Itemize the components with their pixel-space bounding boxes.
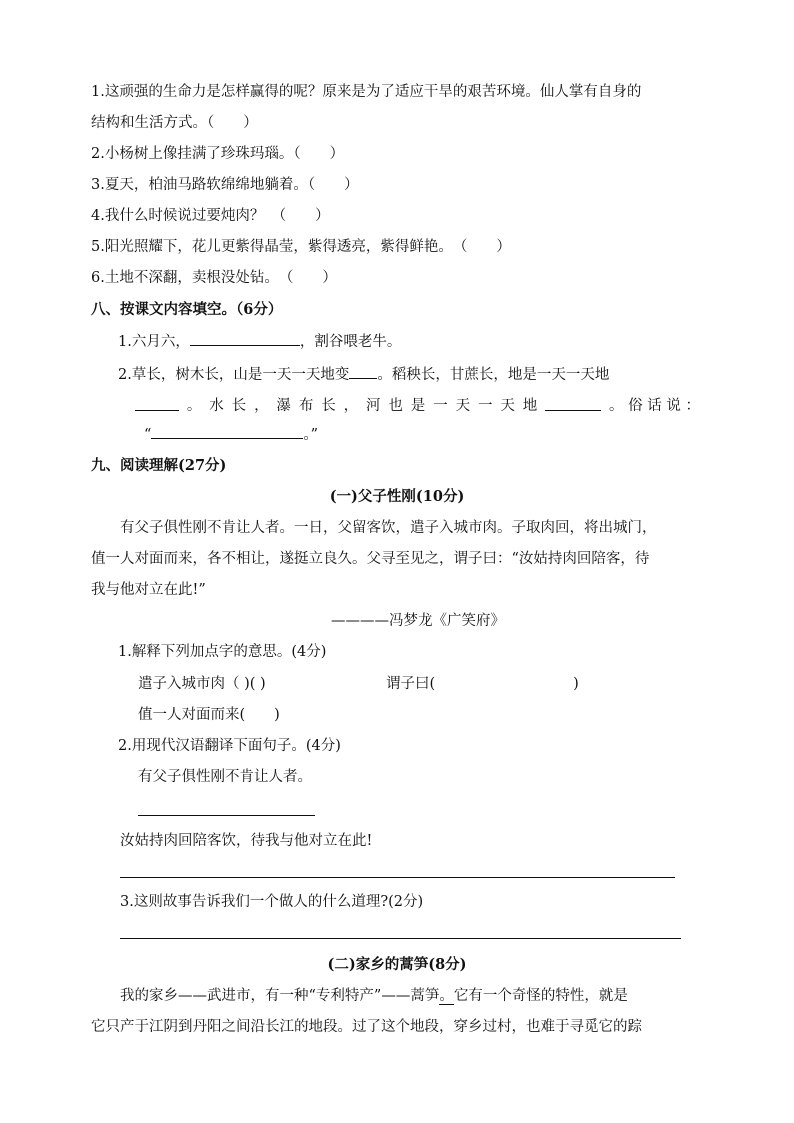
q2-char: 天: [500, 398, 515, 414]
item-4: 4.我什么时候说过要炖肉？ （ ）: [91, 208, 330, 224]
p1-q2-label: 2.用现代汉语翻译下面句子。(4分): [118, 738, 341, 754]
q2-char: 长: [321, 398, 336, 414]
q2-char: 瀑: [276, 398, 291, 414]
section-9-heading: 九、阅读理解(27分): [91, 457, 227, 474]
fill-blank-2[interactable]: [349, 364, 377, 379]
item-1-line-2: 结构和生活方式。（ ）: [91, 115, 258, 131]
p1-q1-b-close: ): [573, 676, 579, 692]
passage-2-line1-a: 我的家乡——武进市，有一种“专利特产”——蒿笋: [120, 988, 440, 1004]
fill-q1: [118, 331, 401, 352]
p1-q3-label: 3.这则故事告诉我们一个做人的什么道理?(2分): [120, 894, 424, 910]
passage-1-line-3: 我与他对立在此!”: [91, 582, 206, 598]
open-quote: “: [144, 427, 152, 443]
q2-char: 布: [298, 398, 314, 414]
q2-line2-end: 。 俗 话 说 ：: [609, 398, 700, 414]
passage-2-line1-c: 它有一个奇怪的特性，就是: [453, 988, 628, 1004]
q2-char: 水: [209, 398, 224, 414]
passage-1-source: ————冯梦龙《广笑府》: [331, 613, 505, 629]
p1-q1-c: 值一人对面而来( ): [138, 707, 280, 723]
passage-2-line-1: [120, 986, 628, 1006]
q2-char: ，: [343, 398, 359, 414]
fill-q2-line1-after: 。稻秧长，甘蔗长，地是一天一天地: [377, 367, 610, 383]
answer-line-2[interactable]: [120, 877, 675, 878]
q2-char: 河: [366, 398, 381, 414]
fill-blank-4[interactable]: [545, 396, 601, 411]
item-1-line-1: 1.这顽强的生命力是怎样赢得的呢？原来是为了适应干旱的艰苦环境。仙人掌有自身的: [91, 84, 642, 100]
q2-char: 一: [477, 398, 493, 414]
passage-1-line-2: 值一人对面而来，各不相让，遂挺立良久。父寻至见之，谓子曰：“汝姑持肉回陪客，待: [91, 551, 650, 567]
p1-q2-sentence-2: 汝姑持肉回陪客饮，待我与他对立在此!: [120, 833, 373, 849]
passage-2-title: (二)家乡的蒿笋(8分): [327, 956, 467, 973]
answer-line-3[interactable]: [120, 938, 681, 939]
p1-q1-label: 1.解释下列加点字的意思。(4分): [118, 644, 327, 660]
fill-q2-line1-before: 2.草长，树木长，山是一天一天地变: [118, 367, 350, 383]
passage-1-line-1: 有父子俱性刚不肯让人者。一日，父留客饮，遣子入城市肉。子取肉回，将出城门，: [120, 520, 657, 536]
q2-char: 是: [410, 398, 426, 414]
p1-q1-a: 遣子入城市肉（ )( ): [138, 676, 266, 692]
passage-2-line-2: 它只产于江阴到丹阳之间沿长江的地段。过了这个地段，穿乡过村，也难于寻觅它的踪: [91, 1019, 642, 1035]
p1-q2-sentence-1: 有父子俱性刚不肯让人者。: [138, 769, 312, 785]
close-quote: 。”: [303, 427, 319, 443]
q2-char: 一: [433, 398, 448, 414]
section-8-heading: 八、按课文内容填空。（6分）: [91, 301, 283, 318]
q2-char: 长: [231, 398, 247, 414]
fill-blank-3[interactable]: [135, 396, 179, 411]
fill-q2-line-2: [135, 396, 700, 416]
fill-blank-1[interactable]: [190, 331, 300, 346]
p1-q1-b: [386, 674, 579, 694]
answer-line-1[interactable]: [138, 815, 315, 816]
q2-char: ，: [254, 398, 269, 414]
q2-char: 也: [388, 398, 403, 414]
fill-q2-line-1: [118, 364, 609, 385]
fill-q1-after: ，割谷喂老牛。: [299, 334, 402, 350]
fill-q2-line-3: [144, 424, 318, 445]
item-3: 3.夏天，柏油马路软绵绵地躺着。（ ）: [91, 177, 359, 193]
passage-2-underlined-mark: 。: [439, 988, 454, 1004]
passage-1-title: (一)父子性刚(10分): [329, 488, 465, 505]
item-6: 6.土地不深翻，卖根没处钻。 （ ）: [91, 270, 337, 286]
q2-char: 地: [522, 398, 538, 414]
fill-q1-before: 1.六月六，: [118, 334, 190, 350]
p1-q1-b-open: 谓子曰(: [386, 676, 436, 692]
fill-blank-5[interactable]: [151, 424, 303, 439]
item-2: 2.小杨树上像挂满了珍珠玛瑙。（ ）: [91, 146, 345, 162]
q2-char: 天: [455, 398, 471, 414]
q2-char: 。: [186, 398, 202, 414]
item-5: 5.阳光照耀下，花儿更紫得晶莹，紫得透亮，紫得鲜艳。 （ ）: [91, 239, 511, 255]
